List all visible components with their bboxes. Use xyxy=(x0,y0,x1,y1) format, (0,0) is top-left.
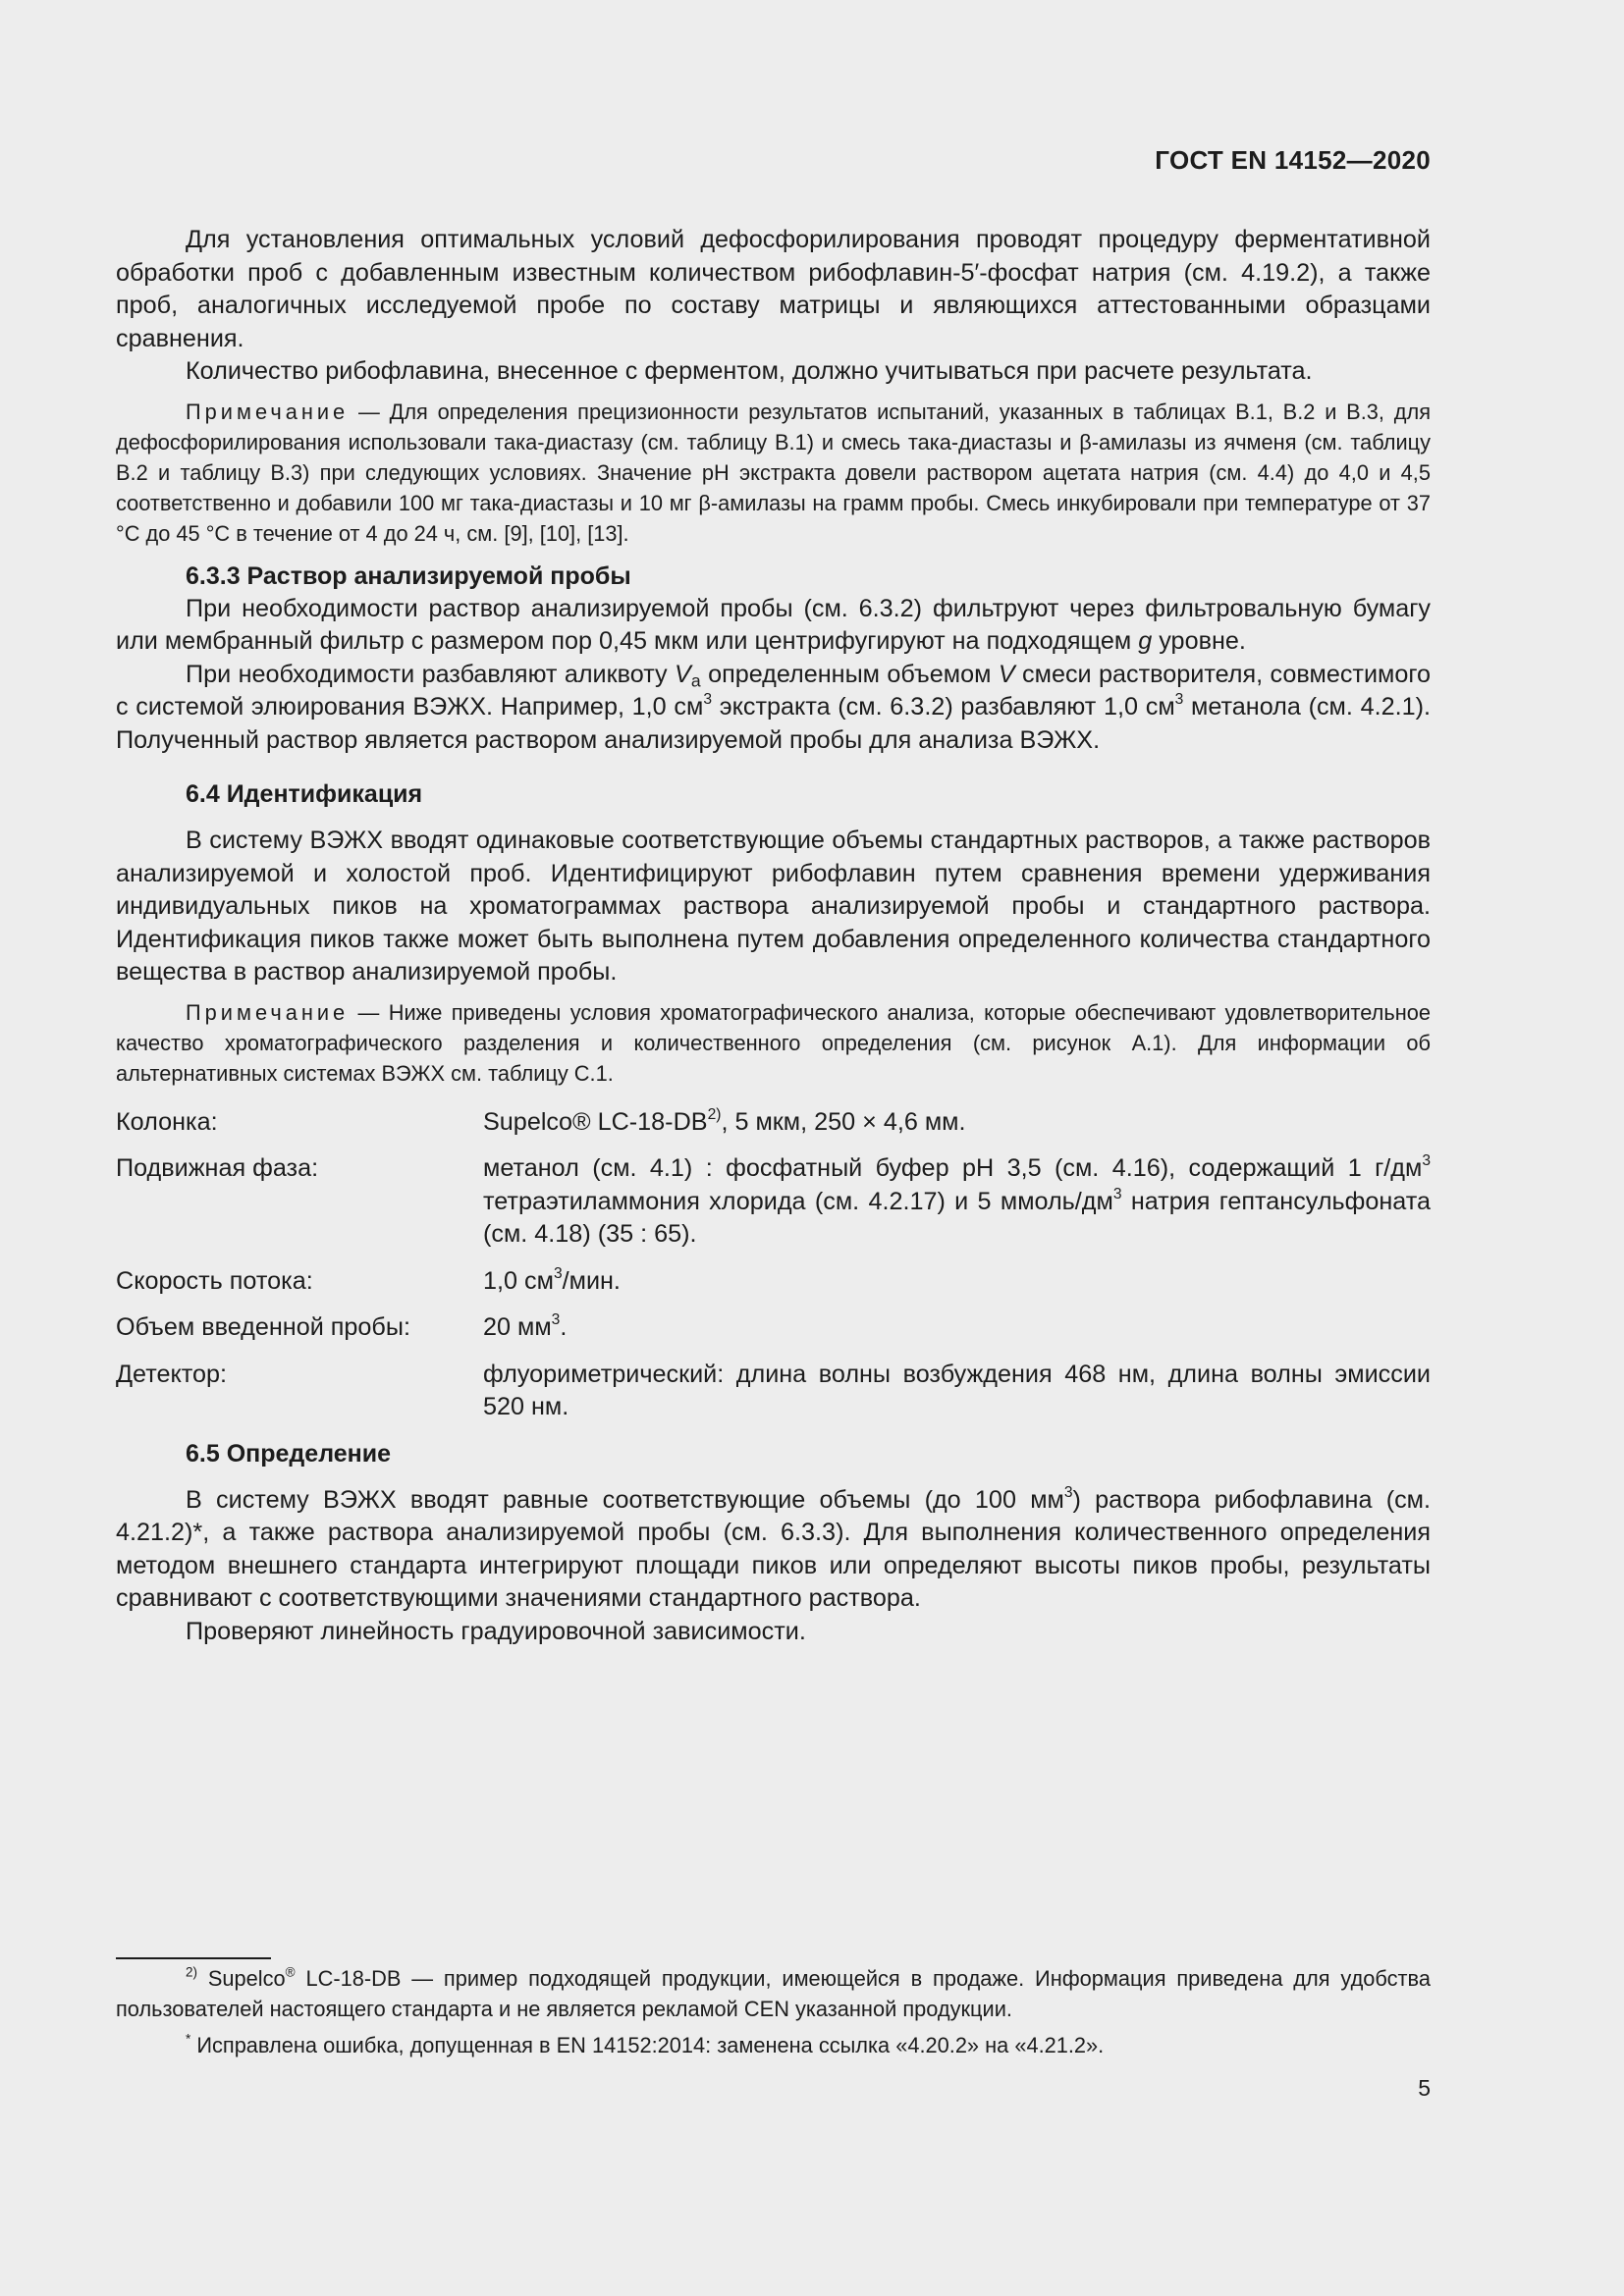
section-heading-6-5: 6.5 Определение xyxy=(186,1439,392,1468)
param-row-column: Колонка: Supelco® LC-18-DB$^{2)}$, 5 мкм, 250 × 4,6 мм. xyxy=(116,1105,966,1136)
param-row-injection-volume: Объем введенной пробы: 20 $мм^3$. xyxy=(116,1311,568,1341)
paragraph-dephosphorylation: Для установления оптимальных условий дефосфорилирования проводят процедуру ферментативной обработки проб с добавленным известным количеством рибофлавин-5′-фосфат натрия (см. 4.19.2), а также проб, аналогичных исследуемой пробе по составу матрицы и являющихся аттестованными образцами сравнения. xyxy=(116,226,1431,352)
paragraph-identification: В систему ВЭЖХ вводят одинаковые соответствующие объемы стандартных растворов, а также растворов анализируемой и холостой проб. Идентифицируют рибофлавин путем сравнения времени удерживания индивидуальных пиков на хроматограммах раствора анализируемой пробы и стандартного раствора. Идентификация пиков также может быть выполнена путем добавления определенного количества стандартного вещества в раствор анализируемой пробы. xyxy=(116,827,1431,986)
footnote-supelco: $^{2)}$ Supelco® LC-18-DB — пример подходящей продукции, имеющейся в продаже. Информация приведена для удобства пользователей настоящего стандарта и не является рекламой CEN указанной продукции. xyxy=(116,1964,1431,2021)
paragraph-linearity: Проверяют линейность градуировочной зависимости. xyxy=(186,1617,806,1645)
section-heading-6-4: 6.4 Идентификация xyxy=(186,780,423,808)
hplc-conditions xyxy=(116,1106,1431,1424)
document-header: ГОСТ EN 14152—2020 xyxy=(1155,145,1431,175)
note-text: — Для определения прецизионности результатов испытаний, указанных в таблицах В.1, В.2 и В.3, для дефосфорилирования использовали така-диастазу (см. таблицу В.1) и смесь така-диастазы и β-амилазы из ячменя (см. таблицу В.2 и таблицу В.3) при следующих условиях. Значение рН экстракта довели раствором ацетата натрия (см. 4.4) до 4,0 и 4,5 соответственно и добавили 100 мг така-диастазы и 10 мг β-амилазы на грамм пробы. Смесь инкубировали при температуре от 37 °С до 45 °С в течение от 4 до 24 ч, см. [9], [10], [13]. xyxy=(116,399,1431,546)
note-precision xyxy=(116,397,1431,549)
paragraph-filtration: При необходимости раствор анализируемой пробы (см. 6.3.2) фильтруют через фильтровальную бумагу или мембранный фильтр с размером пор 0,45 мкм или центрифугируют на подходящем g уровне. xyxy=(116,594,1431,655)
param-row-flow-rate: Скорость потока: 1,0 $см^3$/мин. xyxy=(116,1264,621,1295)
param-row-detector: Детектор: флуориметрический: длина волны возбуждения 468 нм, длина волны эмиссии 520 нм. xyxy=(116,1360,1431,1420)
document-body xyxy=(116,224,1431,1648)
footnote-correction: * Исправлена ошибка, допущенная в EN 14152:2014: заменена ссылка «4.20.2» на «4.21.2». xyxy=(186,2031,1105,2057)
paragraph-riboflavin-amount: Количество рибофлавина, внесенное с ферментом, должно учитываться при расчете результата. xyxy=(186,357,1313,385)
param-row-mobile-phase: Подвижная фаза: метанол (см. 4.1) : фосфатный буфер рН 3,5 (см. 4.16), содержащий 1 $г/дм^3$ тетраэтиламмония хлорида (см. 4.2.17) и 5 ммоль/$дм^3$ натрия гептансульфоната (см. 4.18) (35 : 65). xyxy=(116,1152,1432,1248)
note-label: Примечание xyxy=(186,399,350,424)
paragraph-determination: В систему ВЭЖХ вводят равные соответствующие объемы (до 100 $мм^3$) раствора рибофлавина (см. 4.21.2)*, а также раствора анализируемой пробы (см. 6.3.3). Для выполнения количественного определения методом внешнего стандарта интегрируют площади пиков или определяют высоты пиков пробы, результаты сравнивают с соответствующими значениями стандартного раствора. xyxy=(116,1483,1432,1612)
paragraph-dilution: При необходимости разбавляют аликвоту $V_a$ определенным объемом V смеси растворителя, совместимого с системой элюирования ВЭЖХ. Например, 1,0 $см^3$ экстракта (см. 6.3.2) разбавляют 1,0 $см^3$ метанола (см. 4.2.1). Полученный раствор является раствором анализируемой пробы для анализа ВЭЖХ. xyxy=(116,660,1432,754)
footnote-divider xyxy=(116,1957,271,1959)
note-text: — Ниже приведены условия хроматографического анализа, которые обеспечивают удовлетворительное качество хроматографического разделения и количественного определения (см. рисунок А.1). Для информации об альтернативных системах ВЭЖХ см. таблицу С.1. xyxy=(116,999,1431,1086)
section-heading-6-3-3: 6.3.3 Раствор анализируемой пробы xyxy=(186,561,631,590)
footnotes xyxy=(116,1963,1431,2060)
note-chromatography xyxy=(116,997,1431,1089)
note-label: Примечание xyxy=(186,999,350,1025)
page-number: 5 xyxy=(1418,2075,1431,2101)
